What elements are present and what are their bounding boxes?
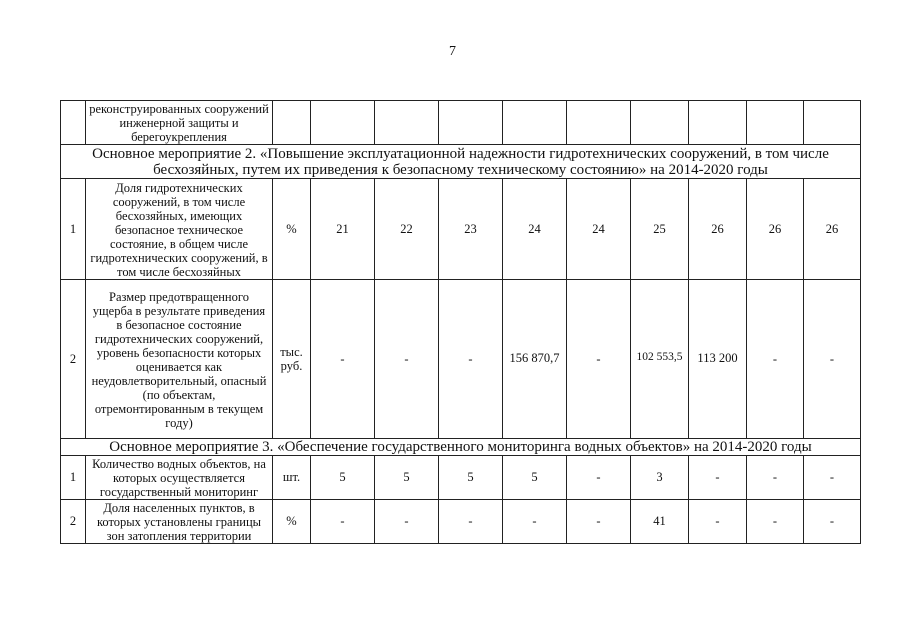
value-cell: -	[375, 280, 439, 439]
value-cell: 156 870,7	[503, 280, 567, 439]
unit-cell: шт.	[273, 456, 311, 500]
table-row	[61, 456, 861, 500]
unit-cell	[273, 101, 311, 145]
value-cell: -	[747, 280, 804, 439]
value-cell: 5	[311, 456, 375, 500]
value-cell: 26	[689, 179, 747, 280]
value-cell	[439, 101, 503, 145]
value-cell: 26	[804, 179, 861, 280]
value-cell: -	[747, 500, 804, 544]
value-cell	[689, 101, 747, 145]
value-cell: -	[311, 500, 375, 544]
value-cell: -	[689, 500, 747, 544]
value-cell: -	[567, 456, 631, 500]
value-cell: -	[503, 500, 567, 544]
indicator-name: Размер предотвращенного ущерба в результате приведения в безопасное состояние гидротехнических сооружений, уровень безопасности которых оценивается как неудовлетворительный, опасный (по объектам, отремонтированным в текущем году)	[86, 280, 273, 439]
table-row	[61, 101, 861, 145]
section-title: Основное мероприятие 2. «Повышение эксплуатационной надежности гидротехнических сооружений, в том числе бесхозяйных, путем их приведения к безопасному техническому состоянию» на 2014-2020 годы	[61, 145, 861, 179]
value-cell: 21	[311, 179, 375, 280]
row-number: 2	[61, 500, 86, 544]
value-cell: -	[804, 500, 861, 544]
value-cell: 5	[375, 456, 439, 500]
row-number: 2	[61, 280, 86, 439]
value-cell: 24	[503, 179, 567, 280]
indicator-name: Доля гидротехнических сооружений, в том числе бесхозяйных, имеющих безопасное техническое состояние, в общем числе гидротехнических сооружений, в том числе бесхозяйных	[86, 179, 273, 280]
value-cell: -	[804, 280, 861, 439]
value-cell: -	[747, 456, 804, 500]
value-cell: 25	[631, 179, 689, 280]
value-cell	[747, 101, 804, 145]
value-cell: -	[311, 280, 375, 439]
value-cell: 3	[631, 456, 689, 500]
value-cell: 113 200	[689, 280, 747, 439]
indicator-name: реконструированных сооружений инженерной защиты и берегоукрепления	[86, 101, 273, 145]
unit-cell: тыс. руб.	[273, 280, 311, 439]
indicator-name: Доля населенных пунктов, в которых установлены границы зон затопления территории	[86, 500, 273, 544]
value-cell: -	[439, 280, 503, 439]
value-cell	[503, 101, 567, 145]
section-title: Основное мероприятие 3. «Обеспечение государственного мониторинга водных объектов» на 2014-2020 годы	[61, 439, 861, 456]
value-cell	[311, 101, 375, 145]
value-cell: -	[439, 500, 503, 544]
unit-cell: %	[273, 500, 311, 544]
row-number-cell	[61, 101, 86, 145]
value-cell: 102 553,5	[631, 280, 689, 439]
value-cell: 24	[567, 179, 631, 280]
value-cell: 41	[631, 500, 689, 544]
value-cell: -	[804, 456, 861, 500]
indicator-name: Количество водных объектов, на которых осуществляется государственный мониторинг	[86, 456, 273, 500]
value-cell	[804, 101, 861, 145]
value-cell: 23	[439, 179, 503, 280]
value-cell: -	[375, 500, 439, 544]
table-row	[61, 280, 861, 439]
unit-cell: %	[273, 179, 311, 280]
value-cell	[375, 101, 439, 145]
value-cell: -	[567, 500, 631, 544]
value-cell: 5	[439, 456, 503, 500]
value-cell: 26	[747, 179, 804, 280]
row-number: 1	[61, 179, 86, 280]
row-number: 1	[61, 456, 86, 500]
value-cell: -	[567, 280, 631, 439]
value-cell: 22	[375, 179, 439, 280]
page-number: 7	[449, 44, 456, 59]
section-header-row	[61, 145, 861, 179]
value-cell: 5	[503, 456, 567, 500]
value-cell	[567, 101, 631, 145]
indicators-table	[60, 100, 861, 544]
section-header-row	[61, 439, 861, 456]
value-cell	[631, 101, 689, 145]
table-row	[61, 500, 861, 544]
table-row	[61, 179, 861, 280]
value-cell: -	[689, 456, 747, 500]
